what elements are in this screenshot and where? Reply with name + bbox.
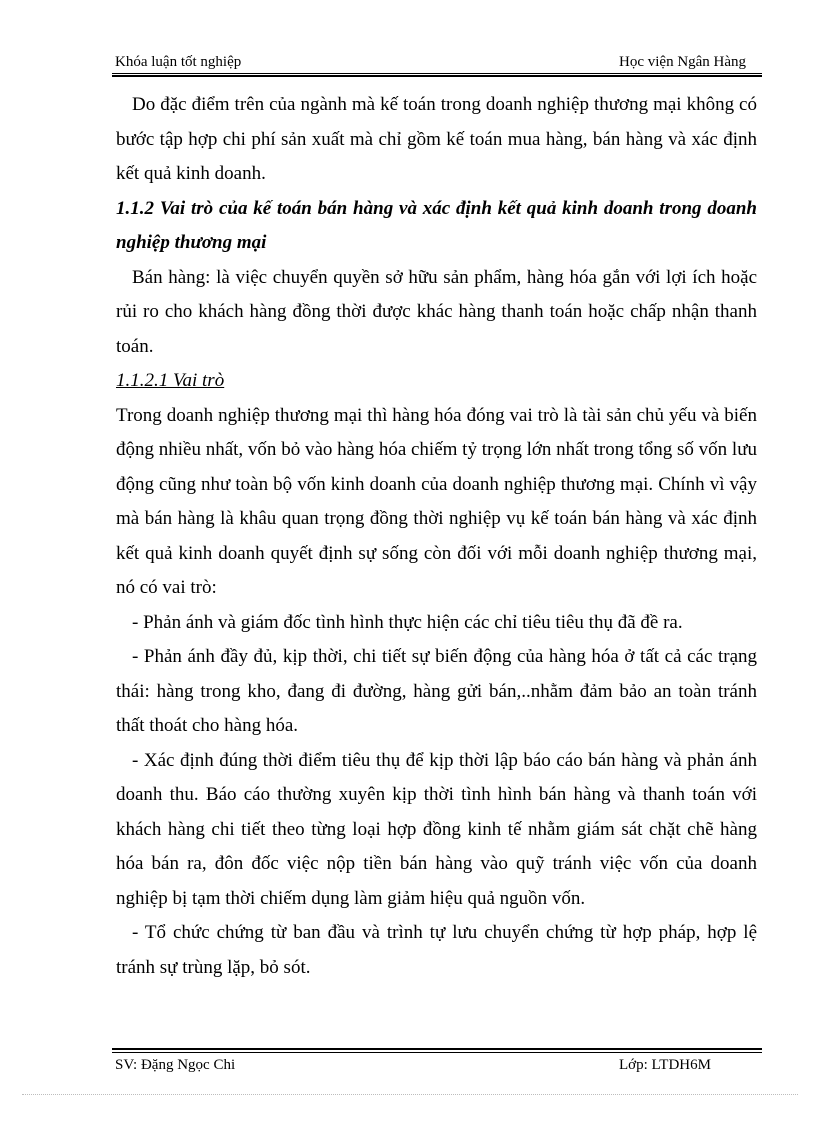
bullet-item: - Tổ chức chứng từ ban đầu và trình tự lưu chuyển chứng từ hợp pháp, hợp lệ tránh sự trùng lặp, bỏ sót. (116, 922, 757, 978)
header-rule-thick (112, 75, 762, 77)
bullet-item: - Phản ánh đầy đủ, kịp thời, chi tiết sự biến động của hàng hóa ở tất cả các trạng thái: hàng trong kho, đang đi đường, hàng gửi bán,..nhằm đảm bảo an toàn tránh thất thoát cho hàng hóa. (116, 646, 757, 736)
footer-rule (112, 1052, 762, 1053)
section-heading: 1.1.2 Vai trò của kế toán bán hàng và xác định kết quả kinh doanh trong doanh nghiệp thương mại (116, 197, 757, 253)
footer-rule-thick (112, 1048, 762, 1050)
header-institution: Học viện Ngân Hàng (619, 54, 747, 70)
footer-student: SV: Đặng Ngọc Chi (115, 1057, 236, 1073)
subsection-heading: 1.1.2.1 Vai trò (116, 370, 225, 391)
bullet-item: - Xác định đúng thời điểm tiêu thụ để kịp thời lập báo cáo bán hàng và phản ánh doanh thu. Báo cáo thường xuyên kịp thời tình hình bán hàng và thanh toán với khách hàng chi tiết theo từng loại hợp đồng kinh tế nhằm giám sát chặt chẽ hàng hóa bán ra, đôn đốc việc nộp tiền bán hàng vào quỹ tránh việc vốn của doanh nghiệp bị tạm thời chiếm dụng làm giảm hiệu quả nguồn vốn. (116, 749, 757, 909)
document-body (116, 88, 757, 985)
paragraph-role: Trong doanh nghiệp thương mại thì hàng hóa đóng vai trò là tài sản chủ yếu và biến động nhiều nhất, vốn bỏ vào hàng hóa chiếm tỷ trọng lớn nhất trong tổng số vốn lưu động cũng như toàn bộ vốn kinh doanh của doanh nghiệp thương mại. Chính vì vậy mà bán hàng là khâu quan trọng đồng thời nghiệp vụ kế toán bán hàng và xác định kết quả kinh doanh quyết định sự sống còn đối với mỗi doanh nghiệp thương mại, nó có vai trò: (116, 404, 757, 598)
header-rule (112, 73, 762, 74)
footer-class: Lớp: LTDH6M (619, 1057, 711, 1073)
paragraph-intro: Do đặc điểm trên của ngành mà kế toán trong doanh nghiệp thương mại không có bước tập hợp chi phí sản xuất mà chỉ gồm kế toán mua hàng, bán hàng và xác định kết quả kinh doanh. (116, 94, 757, 184)
bullet-item: - Phản ánh và giám đốc tình hình thực hiện các chỉ tiêu tiêu thụ đã đề ra. (132, 611, 683, 633)
paragraph-sales-definition: Bán hàng: là việc chuyển quyền sở hữu sản phẩm, hàng hóa gắn với lợi ích hoặc rủi ro cho khách hàng đồng thời được khác hàng thanh toán hoặc chấp nhận thanh toán. (116, 266, 757, 357)
page-break-line (22, 1094, 798, 1095)
header-title: Khóa luận tốt nghiệp (115, 54, 242, 70)
